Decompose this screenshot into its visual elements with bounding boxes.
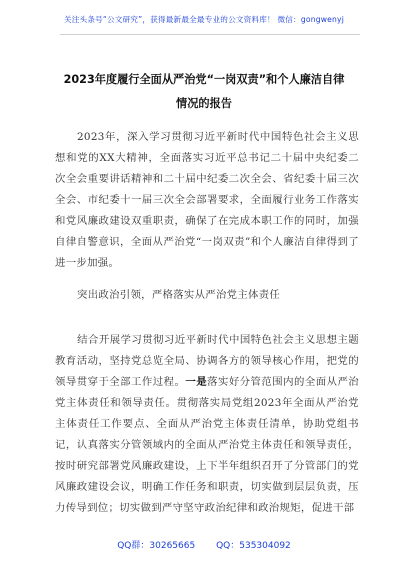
paragraph-intro: [55, 127, 359, 274]
footer-qq-group: QQ群：30265665: [117, 541, 196, 551]
header-divider: [60, 34, 360, 35]
document-title-line-1: 2023年度履行全面从严治党“一岗双责”和个人廉洁自律: [63, 73, 345, 86]
document-title-line-2: 情况的报告: [176, 97, 232, 110]
footer: [0, 538, 408, 551]
paragraph-body: [55, 330, 359, 519]
paragraph-body-emphasis: 一是: [185, 376, 208, 388]
paragraph-body-text-a: 结合开展学习贯彻习近平新时代中国特色社会主义思想主题教育活动，坚持党总览全局、协调各方的领导核心作用，把党的领导贯穿于全部工作过程。: [55, 334, 359, 388]
paragraph-intro-text: 2023年，深入学习贯彻习近平新时代中国特色社会主义思想和党的XX大精神，全面落实习近平总书记二十届中央纪委二次全会重要讲话精神和二十届中纪委二次全会、省纪委十届三次全会、市纪委十一届三次全会部署要求，全面履行业务工作落实和党风廉政建设双重职责，确保了在完成本职工作的同时，加强自律自警意识，全面从严治党“一岗双责”和个人廉洁自律得到了进一步加强。: [55, 131, 359, 269]
section-heading-text: 突出政治引领，严格落实从严治党主体责任: [77, 289, 281, 301]
document-title: [38, 68, 370, 116]
footer-qq: QQ：535304092: [216, 541, 291, 551]
header-banner: 关注头条号“公文研究”，获得最新最全最专业的公文资料库！ 微信：gongwenyj: [63, 15, 345, 24]
paragraph-body-text-b: 落实好分管范围内的全面从严治党主体责任和领导责任。贯彻落实局党组2023年全面从严治党主体责任工作要点、全面从严治党主体责任清单，协助党组书记，认真落实分管领域内的全面从严治党主体责任和领导责任，按时研究部署党风廉政建设，上下半年组织召开了分管部门的党风廉政建设会议，明确工作任务和职责，切实做到层层负责，压力传导到位；切实做到严守坚守政治纪律和政治规矩，促进干部: [55, 376, 359, 514]
section-heading: [55, 285, 359, 306]
